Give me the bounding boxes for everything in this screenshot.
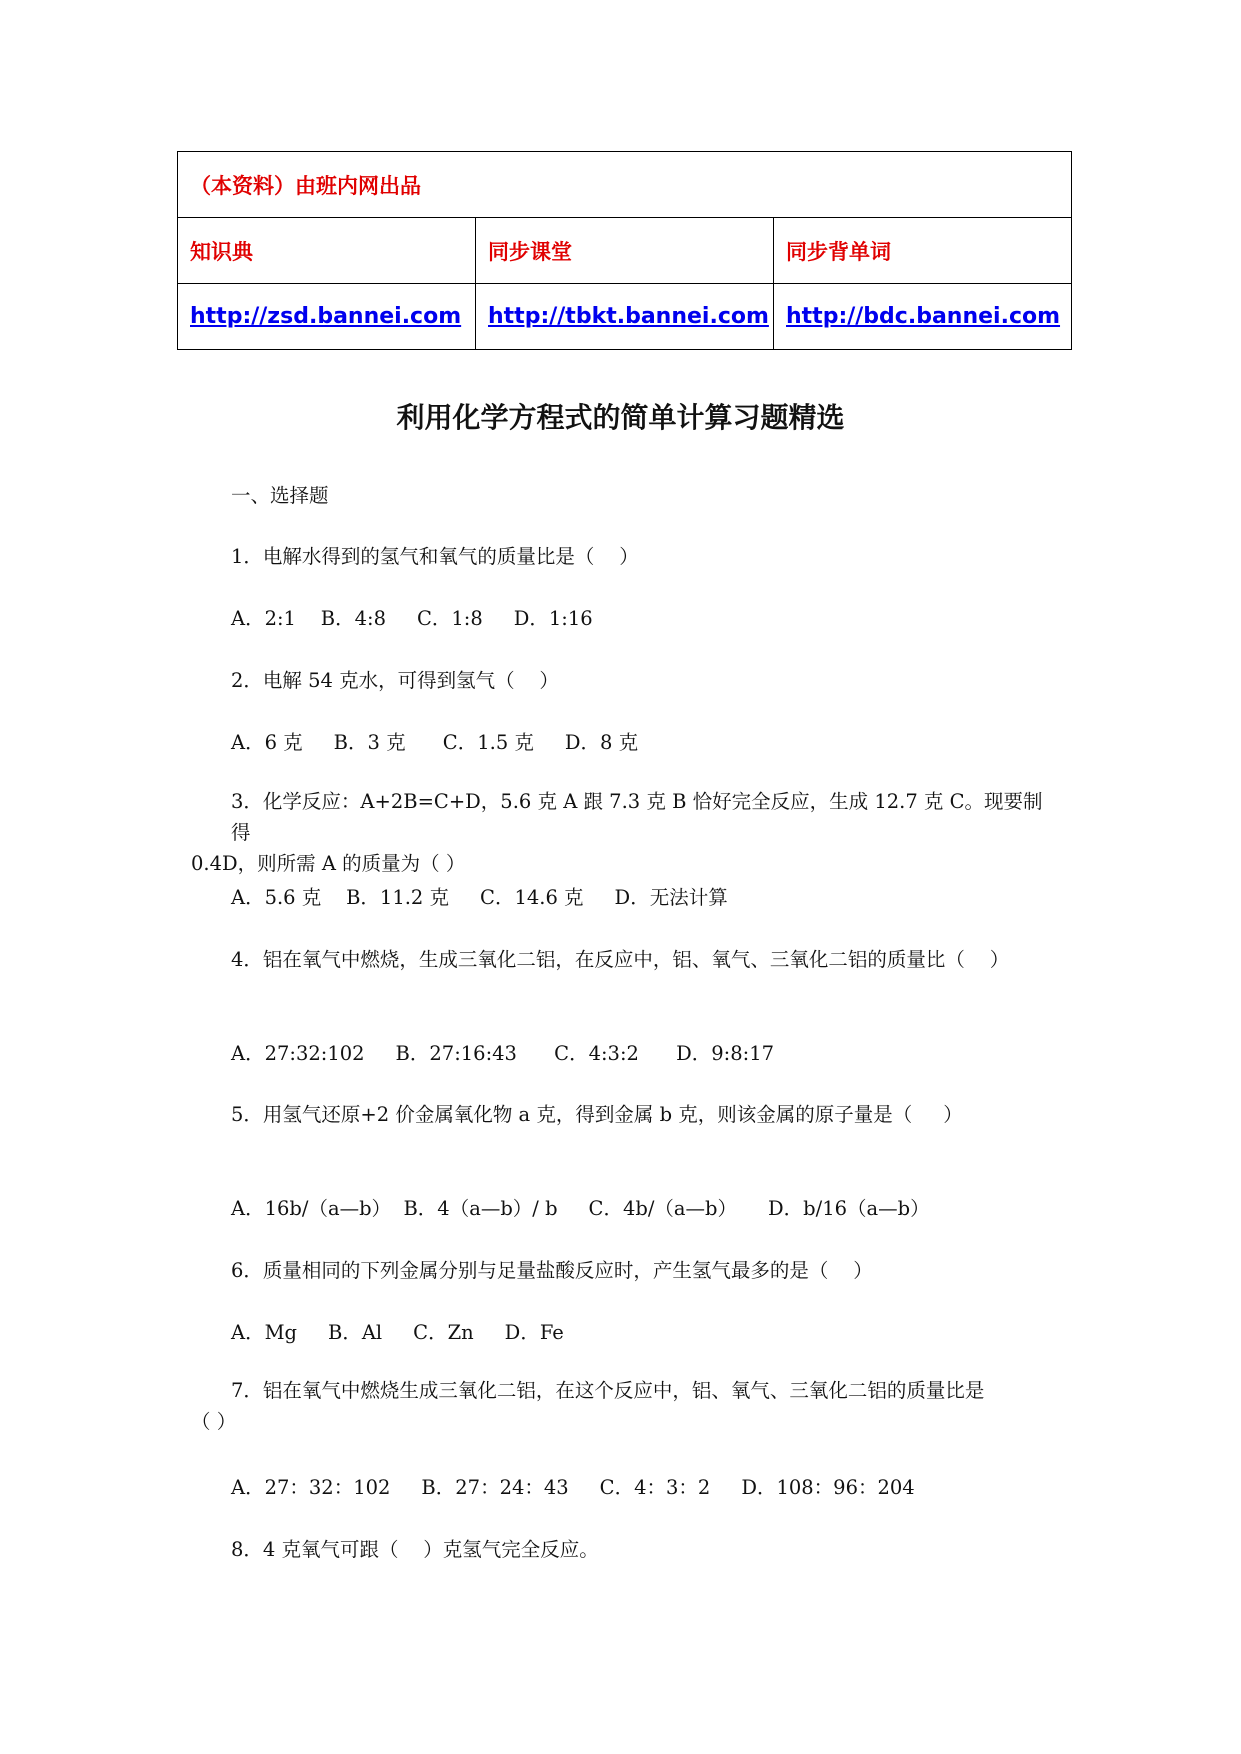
- question-7-stem-line2: （ ）: [191, 1410, 237, 1433]
- question-5-stem: 5．用氢气还原+2 价金属氧化物 a 克，得到金属 b 克，则该金属的原子量是（ ）: [231, 1103, 963, 1126]
- question-2-stem: 2．电解 54 克水，可得到氢气（ ）: [231, 669, 559, 692]
- question-8-stem: 8．4 克氧气可跟（ ）克氢气完全反应。: [231, 1538, 599, 1561]
- banner-label-zsd: 知识典: [190, 239, 253, 264]
- question-6-stem: 6．质量相同的下列金属分别与足量盐酸反应时，产生氢气最多的是（ ）: [231, 1259, 873, 1282]
- banner-label-bdc: 同步背单词: [786, 239, 891, 264]
- question-4-options: A．27:32:102 B．27:16:43 C．4:3:2 D．9:8:17: [231, 1042, 775, 1065]
- question-2-options: A．6 克 B．3 克 C．1.5 克 D．8 克: [231, 731, 639, 754]
- question-3-stem-line1: 3．化学反应：A+2B=C+D，5.6 克 A 跟 7.3 克 B 恰好完全反应，生成 12.7 克 C。现要制得: [231, 790, 1043, 844]
- question-5-options: A．16b/（a—b） B．4（a—b）/ b C．4b/（a—b） D．b/16（a—b）: [231, 1197, 930, 1220]
- banner-link-tbkt[interactable]: http://tbkt.bannei.com: [488, 304, 769, 329]
- page-title: 利用化学方程式的简单计算习题精选: [396, 401, 845, 434]
- banner-source-cell: [178, 152, 1072, 218]
- banner-label-cell: [774, 218, 1072, 284]
- banner-link-cell: [476, 284, 774, 350]
- question-3-stem: [191, 786, 1061, 879]
- banner-label-tbkt: 同步课堂: [488, 239, 572, 264]
- banner-label-cell: [476, 218, 774, 284]
- section-heading: 一、选择题: [231, 484, 329, 507]
- banner-table: [177, 151, 1072, 350]
- question-3-options: A．5.6 克 B．11.2 克 C．14.6 克 D．无法计算: [231, 886, 728, 909]
- banner-source: （本资料）由班内网出品: [190, 173, 421, 198]
- question-1-options: A．2:1 B．4:8 C．1:8 D．1:16: [231, 607, 593, 630]
- question-7-stem: [191, 1375, 1061, 1437]
- question-1-stem: 1．电解水得到的氢气和氧气的质量比是（ ）: [231, 545, 639, 568]
- banner-link-cell: [774, 284, 1072, 350]
- question-3-stem-line2: 0.4D，则所需 A 的质量为（ ）: [191, 852, 466, 875]
- question-4-stem: 4．铝在氧气中燃烧，生成三氧化二铝，在反应中，铝、氧气、三氧化二铝的质量比（ ）: [231, 948, 1010, 971]
- question-7-stem-line1: 7．铝在氧气中燃烧生成三氧化二铝，在这个反应中，铝、氧气、三氧化二铝的质量比是: [231, 1379, 985, 1402]
- banner-link-zsd[interactable]: http://zsd.bannei.com: [190, 304, 462, 329]
- banner-link-cell: [178, 284, 476, 350]
- banner-link-bdc[interactable]: http://bdc.bannei.com: [786, 304, 1061, 329]
- question-6-options: A．Mg B．Al C．Zn D．Fe: [231, 1321, 564, 1344]
- banner-label-cell: [178, 218, 476, 284]
- question-7-options: A．27：32：102 B．27：24：43 C．4：3：2 D．108：96：204: [231, 1476, 915, 1499]
